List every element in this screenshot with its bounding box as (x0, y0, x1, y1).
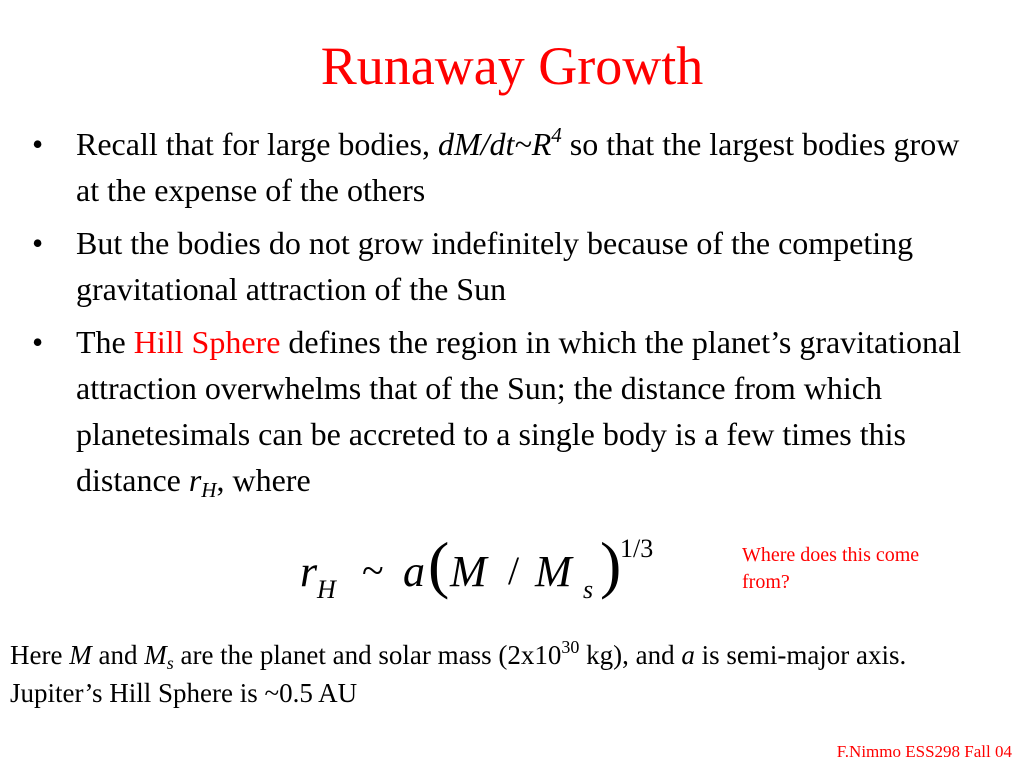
bullet-marker: • (32, 324, 44, 360)
bullet-item-hill-sphere (30, 319, 980, 503)
solar-mass-subscript: s (166, 653, 174, 673)
bullet-text: Recall that for large bodies, (76, 126, 438, 162)
growth-rate-exponent: 4 (551, 123, 562, 147)
bullet-item-growth-rate (30, 121, 980, 213)
hill-radius-symbol: r (188, 462, 202, 498)
bullet-text: The (76, 324, 134, 360)
bullet-text: defines the region in which the planet’s gravitational attraction overwhelms that of the Sun; the distance from which planetesimals can be accreted to a single body is a few times this distance (76, 324, 962, 498)
bullet-text: , where (216, 462, 311, 498)
explanation-text: and (91, 640, 145, 670)
explanation-text: is semi-major axis. Jupiter’s Hill Sphere is ~0.5 AU (10, 640, 907, 708)
bullet-list (30, 121, 980, 510)
formula-a: a (403, 547, 425, 596)
solar-mass-exponent: 30 (561, 637, 580, 657)
mass-explanation (10, 636, 1000, 712)
margin-note: Where does this come from? (742, 544, 920, 593)
formula-close-paren: ) (600, 529, 622, 600)
bullet-item-sun-attraction (30, 220, 980, 312)
hill-sphere-term: Hill Sphere (133, 324, 281, 360)
hill-radius-equation (300, 529, 700, 613)
hill-radius-subscript: H (201, 478, 217, 502)
planet-mass-symbol: M (69, 640, 92, 670)
formula-r: r (300, 547, 318, 596)
slide-title: Runaway Growth (320, 36, 704, 96)
formula-solar-mass-subscript: s (583, 575, 594, 604)
formula-r-subscript: H (317, 575, 336, 604)
bullet-text: so that the largest bodies grow at the expense of the others (76, 126, 960, 208)
formula-slash: / (508, 548, 520, 593)
explanation-text: are the planet and solar mass (2x10 (173, 640, 562, 670)
formula-tilde: ~ (362, 548, 384, 593)
bullet-text: But the bodies do not grow indefinitely because of the competing gravitational attraction of the Sun (76, 225, 914, 307)
formula-exponent: 1/3 (620, 534, 654, 563)
growth-rate-formula: dM/dt~R (437, 126, 552, 162)
bullet-marker: • (32, 225, 44, 261)
semi-major-axis-symbol: a (681, 640, 695, 670)
slide-footer: F.Nimmo ESS298 Fall 04 (836, 742, 1012, 761)
formula-open-paren: ( (428, 529, 450, 600)
formula-planet-mass: M (450, 547, 487, 596)
explanation-text: Here (10, 640, 70, 670)
bullet-marker: • (32, 126, 44, 162)
solar-mass-symbol: M (144, 640, 167, 670)
explanation-text: kg), and (579, 640, 682, 670)
formula-solar-mass: M (535, 547, 572, 596)
